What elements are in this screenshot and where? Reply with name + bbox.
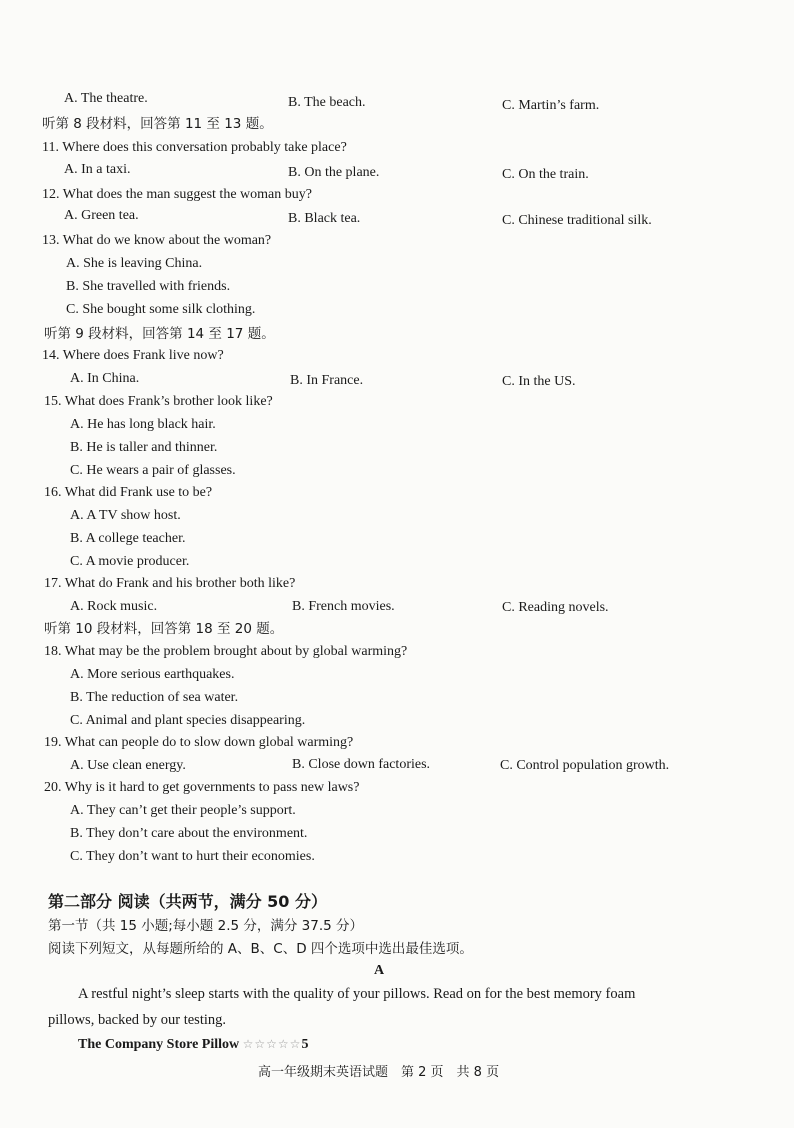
q13-option-b: B. She travelled with friends.	[66, 279, 231, 294]
section-9-instruction: 听第 9 段材料，回答第 14 至 17 题。	[44, 326, 275, 342]
q11-option-c: C. On the train.	[502, 167, 589, 182]
q14-stem: 14. Where does Frank live now?	[42, 348, 224, 363]
q16-option-a: A. A TV show host.	[70, 508, 181, 523]
product-heading	[78, 1035, 308, 1054]
q13-option-c: C. She bought some silk clothing.	[66, 302, 256, 317]
q19-option-a: A. Use clean energy.	[70, 758, 186, 773]
q14-option-c: C. In the US.	[502, 374, 576, 389]
rating-stars: ☆☆☆☆☆	[242, 1037, 302, 1051]
section-8-instruction: 听第 8 段材料，回答第 11 至 13 题。	[42, 116, 273, 132]
q16-option-b: B. A college teacher.	[70, 531, 186, 546]
rating-value: 5	[301, 1037, 309, 1052]
q12-stem: 12. What does the man suggest the woman buy?	[42, 187, 312, 202]
q12-option-c: C. Chinese traditional silk.	[502, 213, 652, 228]
part-2-title: 第二部分 阅读（共两节，满分 50 分）	[48, 892, 327, 911]
q19-stem: 19. What can people do to slow down global warming?	[44, 735, 354, 750]
q13-stem: 13. What do we know about the woman?	[42, 233, 272, 248]
q10-option-b: B. The beach.	[288, 95, 366, 110]
q18-stem: 18. What may be the problem brought about by global warming?	[44, 644, 408, 659]
q17-option-c: C. Reading novels.	[502, 600, 609, 615]
reading-instruction: 阅读下列短文，从每题所给的 A、B、C、D 四个选项中选出最佳选项。	[48, 941, 473, 957]
q15-option-b: B. He is taller and thinner.	[70, 440, 218, 455]
q17-option-a: A. Rock music.	[70, 599, 158, 614]
passage-line-1: A restful night’s sleep starts with the quality of your pillows. Read on for the best memory foam	[78, 986, 636, 1002]
q10-option-a: A. The theatre.	[64, 91, 148, 106]
q17-stem: 17. What do Frank and his brother both like?	[44, 576, 296, 591]
q10-option-c: C. Martin’s farm.	[502, 98, 600, 113]
q16-stem: 16. What did Frank use to be?	[44, 485, 213, 500]
q11-option-b: B. On the plane.	[288, 165, 380, 180]
q15-stem: 15. What does Frank’s brother look like?	[44, 394, 273, 409]
page-footer: 高一年级期末英语试题 第 2 页 共 8 页	[258, 1065, 500, 1080]
q11-option-a: A. In a taxi.	[64, 162, 131, 177]
q18-option-c: C. Animal and plant species disappearing.	[70, 713, 306, 728]
q16-option-c: C. A movie producer.	[70, 554, 190, 569]
passage-letter: A	[374, 963, 385, 978]
q12-option-a: A. Green tea.	[64, 208, 139, 223]
q14-option-a: A. In China.	[70, 371, 140, 386]
q15-option-a: A. He has long black hair.	[70, 417, 216, 432]
q15-option-c: C. He wears a pair of glasses.	[70, 463, 236, 478]
passage-line-2: pillows, backed by our testing.	[48, 1012, 227, 1028]
q20-option-a: A. They can’t get their people’s support.	[70, 803, 296, 818]
q19-option-c: C. Control population growth.	[500, 758, 670, 773]
q20-option-c: C. They don’t want to hurt their economies.	[70, 849, 315, 864]
q13-option-a: A. She is leaving China.	[66, 256, 203, 271]
q19-option-b: B. Close down factories.	[292, 757, 431, 772]
q20-stem: 20. Why is it hard to get governments to pass new laws?	[44, 780, 360, 795]
product-name: The Company Store Pillow	[78, 1037, 240, 1052]
part-2-section-1-heading: 第一节（共 15 小题;每小题 2.5 分，满分 37.5 分）	[48, 918, 364, 934]
q11-stem: 11. Where does this conversation probably take place?	[42, 140, 347, 155]
q17-option-b: B. French movies.	[292, 599, 395, 614]
q20-option-b: B. They don’t care about the environment.	[70, 826, 308, 841]
q14-option-b: B. In France.	[290, 373, 364, 388]
section-10-instruction: 听第 10 段材料，回答第 18 至 20 题。	[44, 621, 284, 637]
q12-option-b: B. Black tea.	[288, 211, 361, 226]
q18-option-b: B. The reduction of sea water.	[70, 690, 239, 705]
q18-option-a: A. More serious earthquakes.	[70, 667, 235, 682]
